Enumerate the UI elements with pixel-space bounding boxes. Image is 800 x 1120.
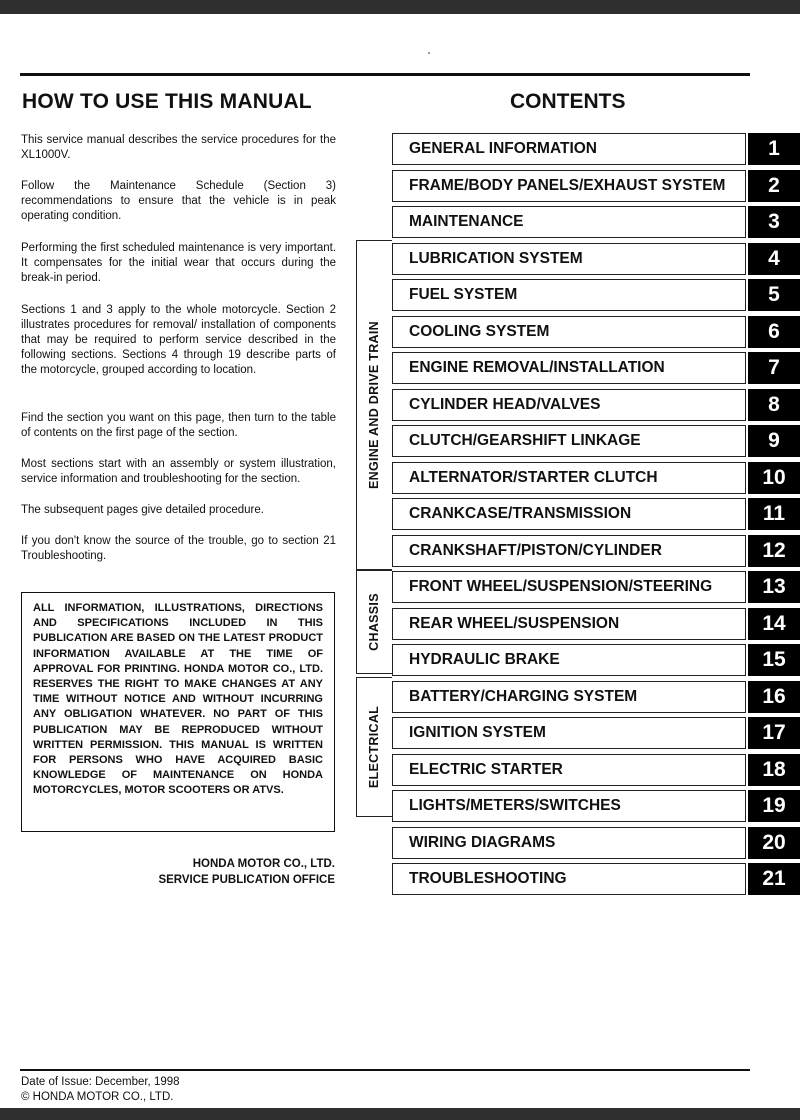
intro-paragraph-1: This service manual describes the service procedures for the XL1000V. bbox=[21, 134, 336, 161]
toc-row-section-6[interactable] bbox=[392, 316, 800, 348]
toc-section-label[interactable]: FRAME/BODY PANELS/EXHAUST SYSTEM bbox=[392, 170, 746, 202]
date-of-issue: Date of Issue: December, 1998 bbox=[21, 1076, 180, 1088]
contents-title: CONTENTS bbox=[510, 90, 626, 113]
toc-section-number[interactable]: 7 bbox=[748, 352, 800, 384]
toc-row-section-1[interactable] bbox=[392, 133, 800, 165]
toc-section-label[interactable]: ALTERNATOR/STARTER CLUTCH bbox=[392, 462, 746, 494]
toc-row-section-21[interactable] bbox=[392, 863, 800, 895]
toc-section-label[interactable]: GENERAL INFORMATION bbox=[392, 133, 746, 165]
group-label-electrical bbox=[356, 677, 392, 817]
toc-section-number[interactable]: 15 bbox=[748, 644, 800, 676]
toc-section-number[interactable]: 9 bbox=[748, 425, 800, 457]
toc-section-number[interactable]: 21 bbox=[748, 863, 800, 895]
toc-row-section-16[interactable] bbox=[392, 681, 800, 713]
toc-section-number[interactable]: 19 bbox=[748, 790, 800, 822]
intro-paragraph-3: Performing the first scheduled maintenance is very important. It compensates for the initial wear that occurs during the break-in period. bbox=[21, 242, 336, 284]
toc-section-label[interactable]: CYLINDER HEAD/VALVES bbox=[392, 389, 746, 421]
toc-section-label[interactable]: CRANKSHAFT/PISTON/CYLINDER bbox=[392, 535, 746, 567]
toc-section-label[interactable]: CRANKCASE/TRANSMISSION bbox=[392, 498, 746, 530]
group-label-engine bbox=[356, 240, 392, 570]
toc-section-number[interactable]: 17 bbox=[748, 717, 800, 749]
group-label-chassis bbox=[356, 570, 392, 674]
toc-row-section-19[interactable] bbox=[392, 790, 800, 822]
toc-section-label[interactable]: MAINTENANCE bbox=[392, 206, 746, 238]
footer bbox=[21, 1075, 180, 1105]
toc-row-section-13[interactable] bbox=[392, 571, 800, 603]
viewer-bottom-bar bbox=[0, 1108, 800, 1120]
toc-section-label[interactable]: HYDRAULIC BRAKE bbox=[392, 644, 746, 676]
publisher-company: HONDA MOTOR CO., LTD. bbox=[192, 858, 335, 870]
toc-row-section-18[interactable] bbox=[392, 754, 800, 786]
intro-paragraph-5: Find the section you want on this page, then turn to the table of contents on the first page of the section. bbox=[21, 412, 336, 439]
toc-section-number[interactable]: 2 bbox=[748, 170, 800, 202]
toc-section-number[interactable]: 12 bbox=[748, 535, 800, 567]
toc-row-section-2[interactable] bbox=[392, 170, 800, 202]
toc-row-section-4[interactable] bbox=[392, 243, 800, 275]
toc-row-section-9[interactable] bbox=[392, 425, 800, 457]
toc-section-number[interactable]: 6 bbox=[748, 316, 800, 348]
toc-section-label[interactable]: ELECTRIC STARTER bbox=[392, 754, 746, 786]
toc-section-number[interactable]: 3 bbox=[748, 206, 800, 238]
copyright: © HONDA MOTOR CO., LTD. bbox=[21, 1091, 174, 1103]
toc-section-number[interactable]: 8 bbox=[748, 389, 800, 421]
scan-speck bbox=[428, 52, 430, 54]
toc-section-label[interactable]: LUBRICATION SYSTEM bbox=[392, 243, 746, 275]
toc-section-label[interactable]: BATTERY/CHARGING SYSTEM bbox=[392, 681, 746, 713]
toc-section-number[interactable]: 14 bbox=[748, 608, 800, 640]
toc-section-label[interactable]: IGNITION SYSTEM bbox=[392, 717, 746, 749]
toc-row-section-3[interactable] bbox=[392, 206, 800, 238]
toc-section-label[interactable]: LIGHTS/METERS/SWITCHES bbox=[392, 790, 746, 822]
intro-paragraph-7: The subsequent pages give detailed procedure. bbox=[21, 504, 264, 516]
group-label-engine-text: ENGINE AND DRIVE TRAIN bbox=[367, 321, 382, 489]
toc-section-number[interactable]: 5 bbox=[748, 279, 800, 311]
toc-section-label[interactable]: COOLING SYSTEM bbox=[392, 316, 746, 348]
toc-row-section-11[interactable] bbox=[392, 498, 800, 530]
toc-section-number[interactable]: 1 bbox=[748, 133, 800, 165]
toc-section-number[interactable]: 20 bbox=[748, 827, 800, 859]
toc-section-label[interactable]: FRONT WHEEL/SUSPENSION/STEERING bbox=[392, 571, 746, 603]
toc-section-number[interactable]: 16 bbox=[748, 681, 800, 713]
intro-paragraph-2: Follow the Maintenance Schedule (Section 3) recommendations to ensure that the vehicle is in peak operating condition. bbox=[21, 180, 336, 222]
toc-row-section-10[interactable] bbox=[392, 462, 800, 494]
toc-section-number[interactable]: 4 bbox=[748, 243, 800, 275]
toc-section-label[interactable]: TROUBLESHOOTING bbox=[392, 863, 746, 895]
toc-section-label[interactable]: FUEL SYSTEM bbox=[392, 279, 746, 311]
group-label-chassis-text: CHASSIS bbox=[367, 593, 382, 651]
disclaimer-notice-box: ALL INFORMATION, ILLUSTRATIONS, DIRECTIONS AND SPECIFICATIONS INCLUDED IN THIS PUBLICATION ARE BASED ON THE LATEST PRODUCT INFORMATION AVAILABLE AT THE TIME OF APPROVAL FOR PRINTING. HONDA MOTOR CO., LTD. RESERVES THE RIGHT TO MAKE CHANGES AT ANY TIME WITHOUT NOTICE AND WITHOUT INCURRING ANY OBLIGATION WHATEVER. NO PART OF THIS PUBLICATION MAY BE REPRODUCED WITHOUT WRITTEN PERMISSION. THIS MANUAL IS WRITTEN FOR PERSONS WHO HAVE ACQUIRED BASIC KNOWLEDGE OF MAINTENANCE ON HONDA MOTORCYCLES, MOTOR SCOOTERS OR ATVS. bbox=[21, 592, 335, 832]
bottom-rule bbox=[20, 1069, 750, 1071]
intro-paragraph-6: Most sections start with an assembly or system illustration, service information and troubleshooting for the section. bbox=[21, 458, 336, 485]
how-to-use-title: HOW TO USE THIS MANUAL bbox=[22, 90, 312, 113]
toc-row-section-5[interactable] bbox=[392, 279, 800, 311]
intro-paragraph-4: Sections 1 and 3 apply to the whole motorcycle. Section 2 illustrates procedures for removal/ installation of components that may be required to perform service described in the following sections. Sections 4 through 19 describe parts of the motorcycle, grouped according to location. bbox=[21, 304, 336, 376]
publisher-office: SERVICE PUBLICATION OFFICE bbox=[158, 874, 335, 886]
toc-section-number[interactable]: 10 bbox=[748, 462, 800, 494]
toc-section-number[interactable]: 11 bbox=[748, 498, 800, 530]
toc-row-section-12[interactable] bbox=[392, 535, 800, 567]
toc-section-number[interactable]: 13 bbox=[748, 571, 800, 603]
toc-row-section-17[interactable] bbox=[392, 717, 800, 749]
toc-section-label[interactable]: ENGINE REMOVAL/INSTALLATION bbox=[392, 352, 746, 384]
toc-section-label[interactable]: REAR WHEEL/SUSPENSION bbox=[392, 608, 746, 640]
top-rule bbox=[20, 73, 750, 76]
toc-section-label[interactable]: WIRING DIAGRAMS bbox=[392, 827, 746, 859]
toc-row-section-8[interactable] bbox=[392, 389, 800, 421]
toc-row-section-7[interactable] bbox=[392, 352, 800, 384]
publisher-block bbox=[158, 856, 335, 888]
toc-row-section-14[interactable] bbox=[392, 608, 800, 640]
toc-row-section-20[interactable] bbox=[392, 827, 800, 859]
toc-section-number[interactable]: 18 bbox=[748, 754, 800, 786]
viewer-top-bar bbox=[0, 0, 800, 14]
intro-paragraph-8: If you don't know the source of the trouble, go to section 21 Troubleshooting. bbox=[21, 535, 336, 562]
manual-page bbox=[0, 14, 800, 1108]
toc-row-section-15[interactable] bbox=[392, 644, 800, 676]
toc-section-label[interactable]: CLUTCH/GEARSHIFT LINKAGE bbox=[392, 425, 746, 457]
group-label-electrical-text: ELECTRICAL bbox=[367, 705, 382, 789]
